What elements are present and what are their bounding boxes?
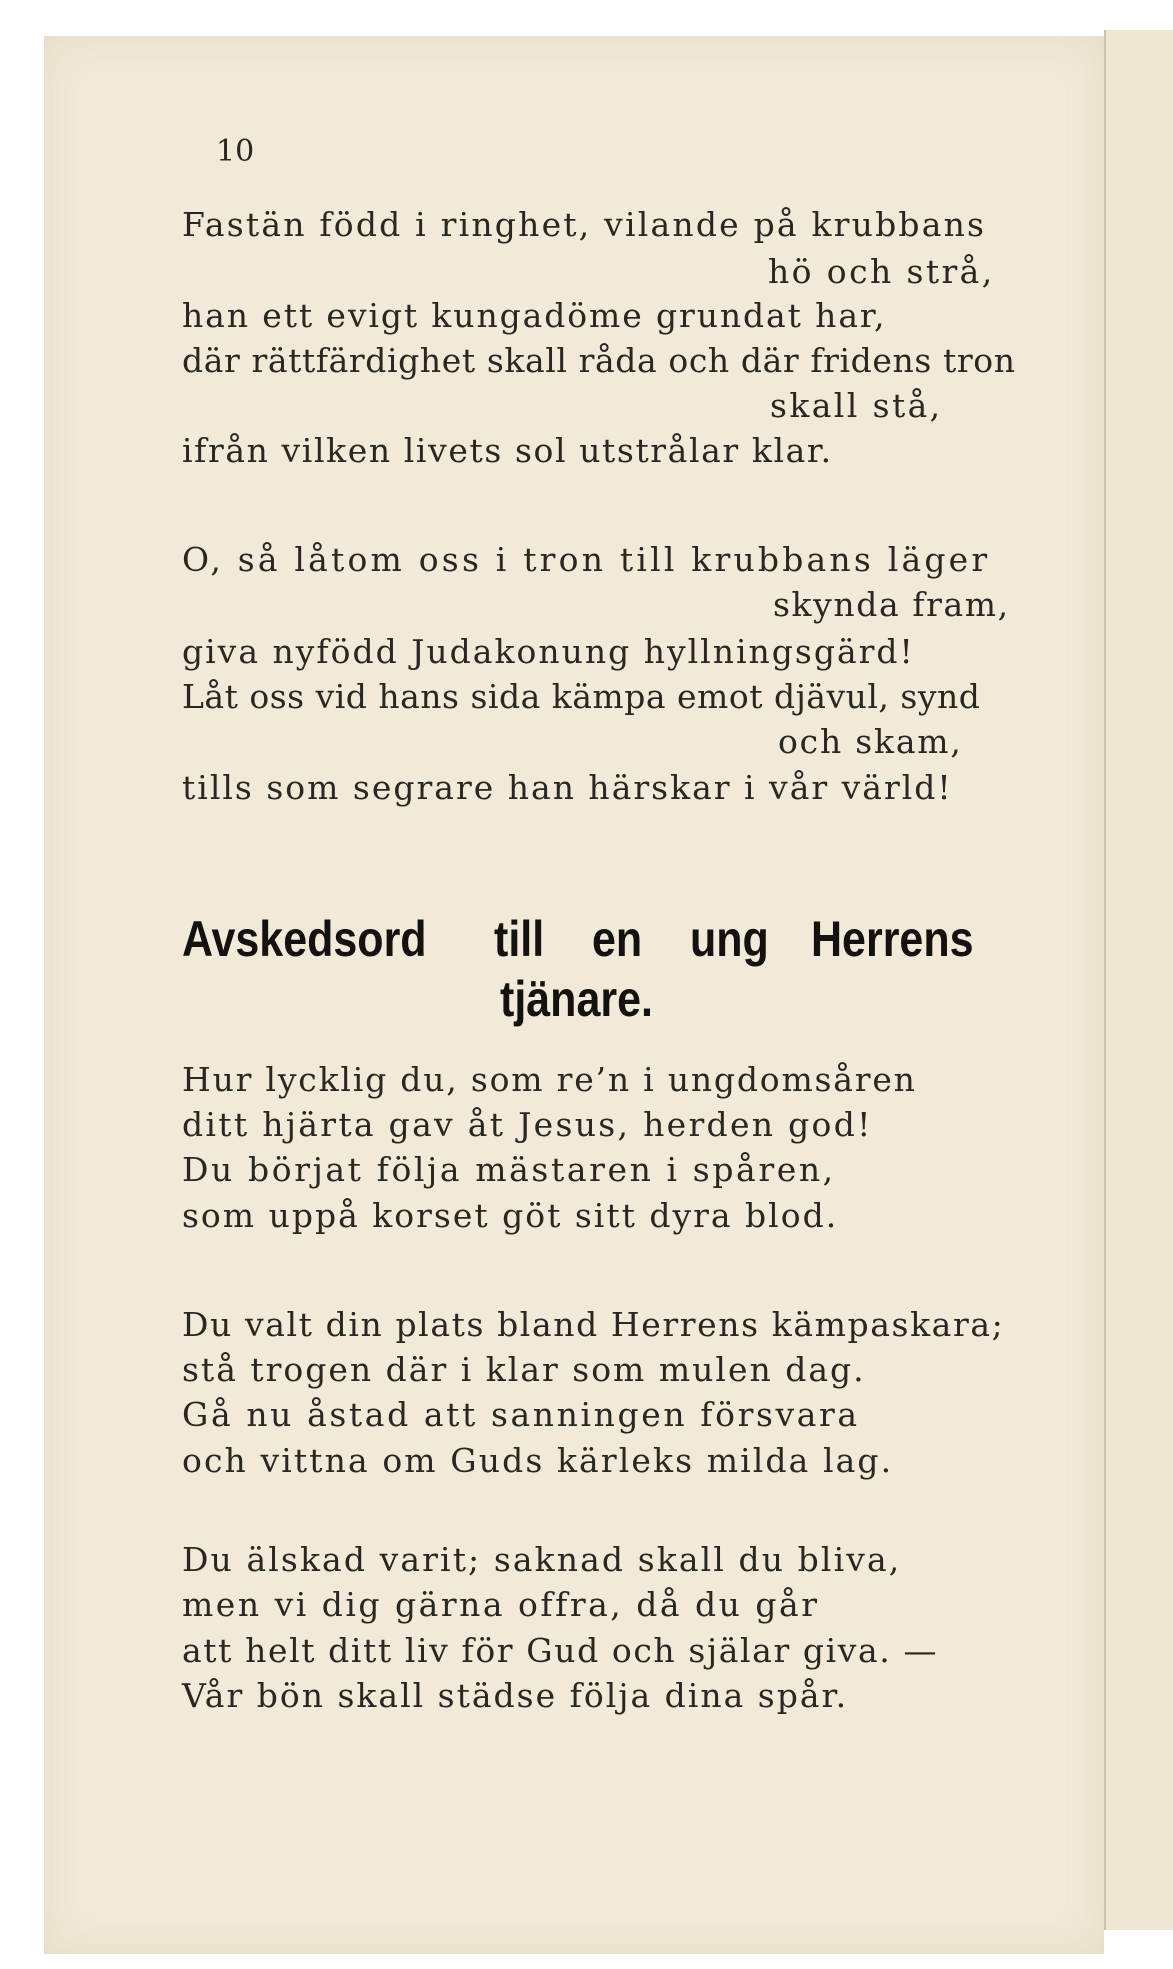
poem-line: Hur lycklig du, som re’n i ungdomsåren bbox=[182, 1060, 917, 1099]
poem-line: Gå nu åstad att sanningen försvara bbox=[182, 1395, 860, 1434]
poem-line: men vi dig gärna offra, då du går bbox=[182, 1585, 820, 1624]
poem-line: Du älskad varit; saknad skall du bliva, bbox=[182, 1540, 902, 1579]
poem-line: giva nyfödd Judakonung hyllningsgärd! bbox=[182, 632, 915, 671]
poem-line: tills som segrare han härskar i vår värld! bbox=[182, 768, 953, 807]
poem-line: ditt hjärta gav åt Jesus, herden god! bbox=[182, 1105, 873, 1144]
title-word: ung bbox=[690, 911, 769, 967]
poem-line: han ett evigt kungadöme grundat har, bbox=[182, 296, 887, 335]
page-number: 10 bbox=[216, 134, 255, 169]
poem-line: som uppå korset göt sitt dyra blod. bbox=[182, 1196, 839, 1235]
poem-line: och skam, bbox=[778, 722, 963, 761]
poem-line: hö och strå, bbox=[768, 252, 995, 291]
poem-line: ifrån vilken livets sol utstrålar klar. bbox=[182, 431, 833, 470]
title-word: till bbox=[494, 911, 545, 967]
poem-line: att helt ditt liv för Gud och själar giva. — bbox=[182, 1631, 939, 1670]
poem-line: Du valt din plats bland Herrens kämpaskara; bbox=[182, 1305, 1005, 1344]
title-word: tjänare. bbox=[500, 971, 653, 1027]
poem-line: Du börjat följa mästaren i spåren, bbox=[182, 1150, 836, 1189]
poem-line: skynda fram, bbox=[773, 585, 1010, 624]
title-word: Avskedsord bbox=[182, 911, 427, 967]
poem-line: och vittna om Guds kärleks milda lag. bbox=[182, 1441, 894, 1480]
title-word: Herrens bbox=[811, 911, 974, 967]
poem-line: stå trogen där i klar som mulen dag. bbox=[182, 1350, 866, 1389]
poem-line: där rättfärdighet skall råda och där fridens tron bbox=[182, 341, 1016, 380]
poem-line: Vår bön skall städse följa dina spår. bbox=[182, 1676, 849, 1715]
next-page-edge bbox=[1104, 30, 1173, 1930]
poem-line: O, så låtom oss i tron till krubbans läger bbox=[182, 540, 991, 579]
title-word: en bbox=[592, 911, 643, 967]
poem-line: Fastän född i ringhet, vilande på krubbans bbox=[182, 205, 987, 244]
poem-line: skall stå, bbox=[770, 386, 943, 425]
poem-line: Låt oss vid hans sida kämpa emot djävul, synd bbox=[182, 677, 981, 716]
